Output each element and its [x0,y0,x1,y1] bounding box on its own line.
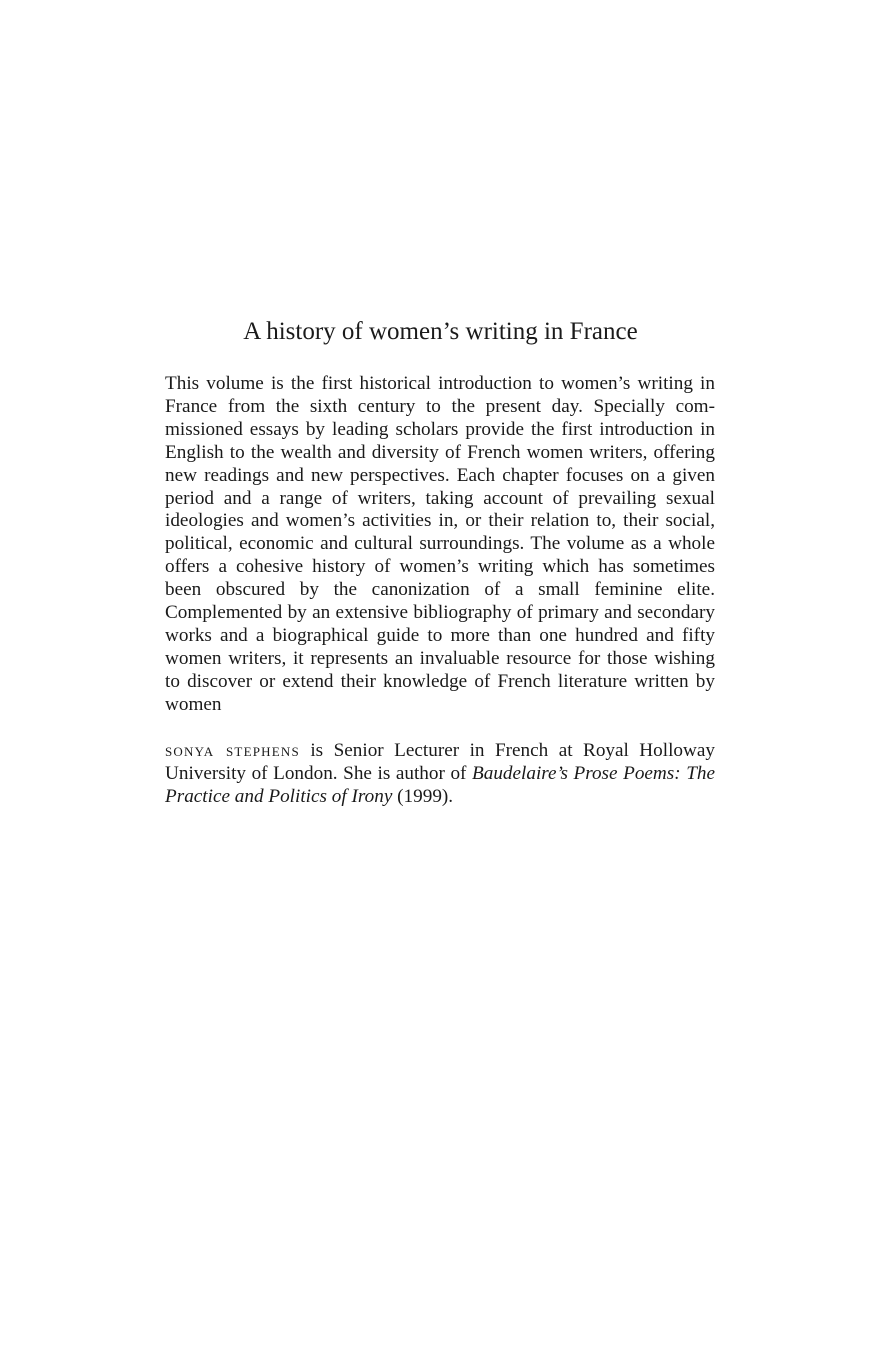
author-bio [165,740,715,809]
bio-text-after: (1999). [392,785,454,807]
book-title: Baudelaire’s Prose Poems: The Practice and Politics of Irony [165,762,715,807]
bio-text-before: is Senior Lecturer in French at Royal Holloway University of London. She is author of [165,740,715,784]
page-title: A history of women’s writing in France [243,318,638,345]
book-description: This volume is the first historical introduction to women’s writing in France from the sixth century to the present day. Specially commissioned essays by leading scholars provide the first introduction in English to the wealth and diversity of French women writers, offering new readings and new perspectives. Each chapter focuses on a given period and a range of writers, taking account of prevailing sexual ideologies and women’s activities in, or their relation to, their social, political, economic and cultural surroundings. The volume as a whole offers a cohesive history of women’s writing which has sometimes been obscured by the canonization of a small feminine elite. Complemented by an extensive bibliography of primary and secondary works and a biographical guide to more than one hundred and fifty women writers, it represents an invaluable resource for those wishing to discover or extend their knowledge of French literature written by women [165,373,715,715]
author-name: sonya stephens [165,740,300,761]
